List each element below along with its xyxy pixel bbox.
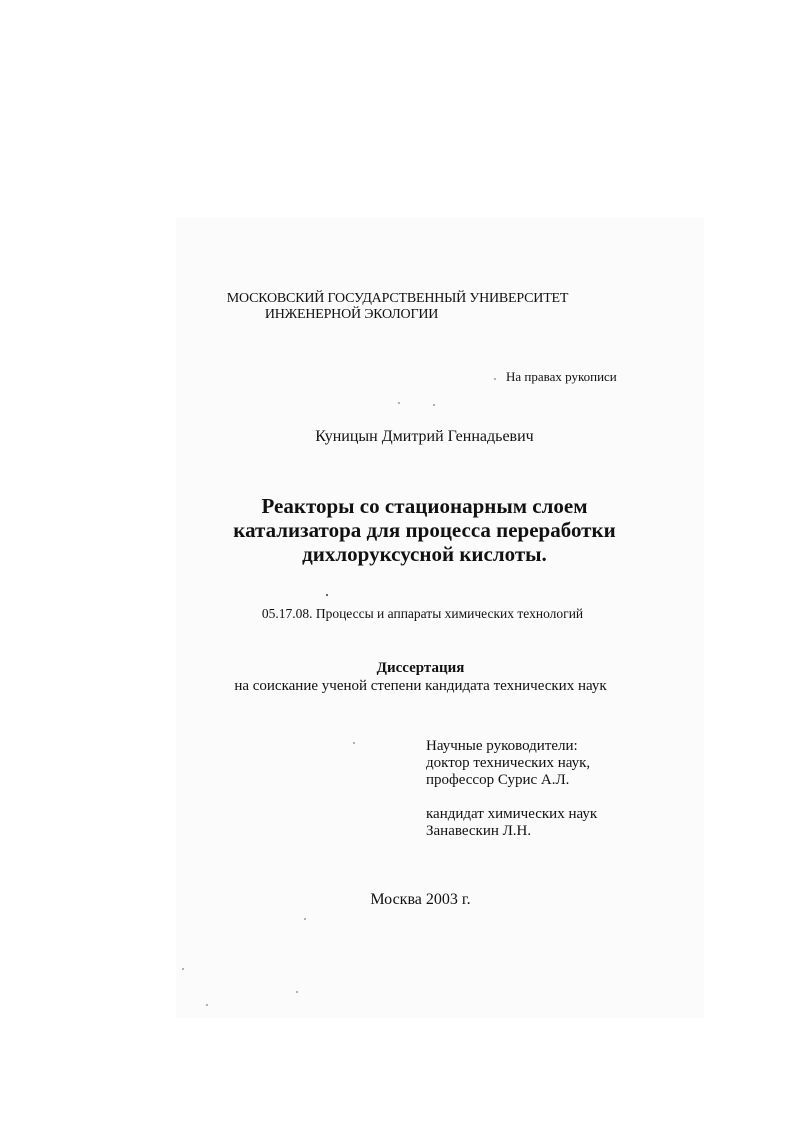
scan-speck — [353, 742, 355, 744]
scan-speck — [206, 1004, 208, 1006]
dissertation-title-line3: дихлоруксусной кислоты. — [302, 542, 547, 566]
specialty-code: 05.17.08. Процессы и аппараты химических технологий — [261, 606, 584, 621]
advisor2-degree: кандидат химических наук — [426, 806, 598, 822]
scan-speck — [494, 378, 496, 380]
scan-speck — [326, 594, 328, 596]
scan-speck — [296, 991, 298, 993]
scan-speck — [398, 402, 400, 404]
scan-speck — [304, 918, 306, 920]
author-name: Куницын Дмитрий Геннадьевич — [315, 428, 534, 445]
university-name-line1: МОСКОВСКИЙ ГОСУДАРСТВЕННЫЙ УНИВЕРСИТЕТ — [226, 291, 569, 306]
advisor1-degree: доктор технических наук, — [426, 755, 591, 771]
dissertation-title-line2: катализатора для процесса переработки — [233, 518, 616, 542]
advisor1-name: профессор Сурис А.Л. — [426, 772, 570, 788]
advisor2-name: Занавескин Л.Н. — [426, 823, 532, 839]
city-year: Москва 2003 г. — [370, 891, 471, 908]
scan-speck — [182, 968, 184, 970]
advisors-heading: Научные руководители: — [426, 738, 578, 754]
rights-note: На правах рукописи — [506, 369, 617, 384]
university-name-line2: ИНЖЕНЕРНОЙ ЭКОЛОГИИ — [264, 307, 439, 322]
dissertation-title-line1: Реакторы со стационарным слоем — [261, 494, 588, 518]
dissertation-heading: Диссертация — [376, 660, 465, 676]
scan-speck — [433, 404, 435, 406]
dissertation-subtitle: на соискание ученой степени кандидата технических наук — [234, 678, 607, 694]
